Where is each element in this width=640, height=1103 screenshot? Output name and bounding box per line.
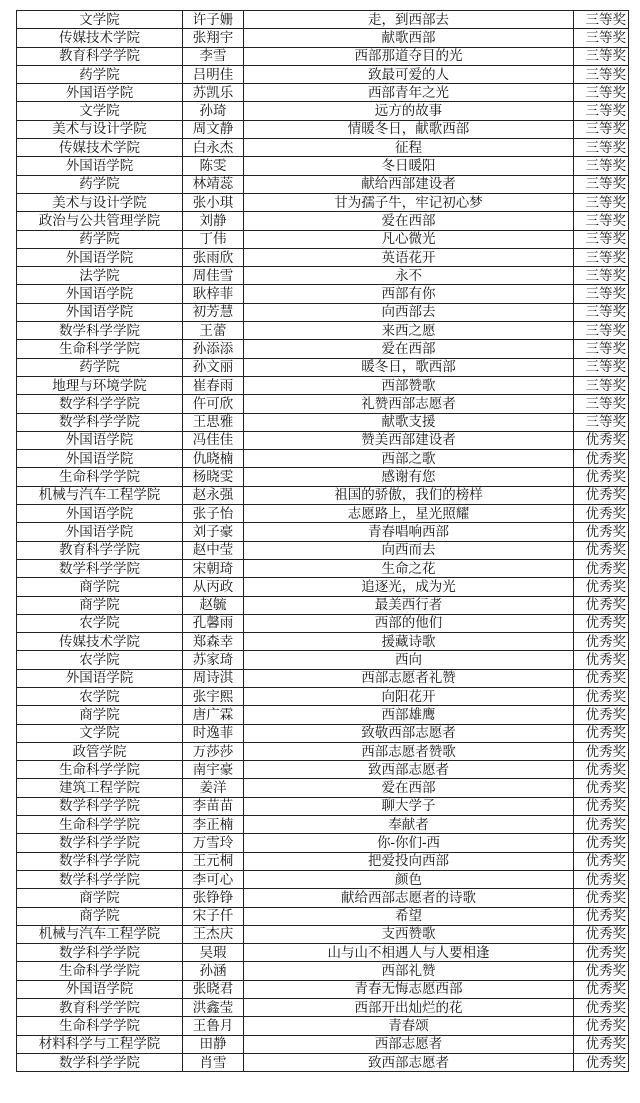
college-cell: 机械与汽车工程学院 — [17, 925, 183, 943]
college-cell: 文学院 — [17, 11, 183, 29]
table-row — [17, 468, 629, 486]
table-row — [17, 65, 629, 83]
award-cell: 优秀奖 — [574, 797, 629, 815]
award-cell: 优秀奖 — [574, 962, 629, 980]
title-cell: 冬日暖阳 — [244, 157, 574, 175]
table-row — [17, 376, 629, 394]
table-row — [17, 322, 629, 340]
college-cell: 外国语学院 — [17, 980, 183, 998]
name-cell: 姜洋 — [183, 779, 244, 797]
table-row — [17, 102, 629, 120]
table-row — [17, 248, 629, 266]
award-cell: 优秀奖 — [574, 980, 629, 998]
table-row — [17, 980, 629, 998]
name-cell: 孙琦 — [183, 102, 244, 120]
table-row — [17, 523, 629, 541]
name-cell: 初芳慧 — [183, 303, 244, 321]
name-cell: 时逸菲 — [183, 724, 244, 742]
name-cell: 苏凯乐 — [183, 84, 244, 102]
award-cell: 优秀奖 — [574, 486, 629, 504]
title-cell: 英语花开 — [244, 248, 574, 266]
table-row — [17, 687, 629, 705]
title-cell: 爱在西部 — [244, 340, 574, 358]
title-cell: 支西赞歌 — [244, 925, 574, 943]
table-row — [17, 962, 629, 980]
award-cell: 优秀奖 — [574, 761, 629, 779]
award-cell: 三等奖 — [574, 102, 629, 120]
table-row — [17, 870, 629, 888]
title-cell: 西部志愿者赞歌 — [244, 742, 574, 760]
name-cell: 张子怡 — [183, 505, 244, 523]
name-cell: 万雪玲 — [183, 834, 244, 852]
name-cell: 冯佳佳 — [183, 431, 244, 449]
award-cell: 优秀奖 — [574, 1053, 629, 1071]
table-row — [17, 999, 629, 1017]
name-cell: 李雪 — [183, 47, 244, 65]
title-cell: 青春颂 — [244, 1017, 574, 1035]
table-row — [17, 724, 629, 742]
title-cell: 青春无悔志愿西部 — [244, 980, 574, 998]
award-cell: 优秀奖 — [574, 505, 629, 523]
college-cell: 商学院 — [17, 596, 183, 614]
award-cell: 优秀奖 — [574, 669, 629, 687]
college-cell: 生命科学学院 — [17, 1017, 183, 1035]
award-cell: 优秀奖 — [574, 578, 629, 596]
title-cell: 青春唱响西部 — [244, 523, 574, 541]
college-cell: 材料科学与工程学院 — [17, 1035, 183, 1053]
award-cell: 优秀奖 — [574, 468, 629, 486]
name-cell: 赵毓 — [183, 596, 244, 614]
name-cell: 宋子仟 — [183, 907, 244, 925]
table-row — [17, 925, 629, 943]
college-cell: 外国语学院 — [17, 505, 183, 523]
college-cell: 外国语学院 — [17, 157, 183, 175]
title-cell: 西部之歌 — [244, 450, 574, 468]
title-cell: 奉献者 — [244, 816, 574, 834]
table-row — [17, 651, 629, 669]
award-cell: 优秀奖 — [574, 742, 629, 760]
name-cell: 孙添添 — [183, 340, 244, 358]
table-row — [17, 193, 629, 211]
table-row — [17, 303, 629, 321]
table-row — [17, 834, 629, 852]
name-cell: 王元桐 — [183, 852, 244, 870]
title-cell: 走，到西部去 — [244, 11, 574, 29]
title-cell: 西部赞歌 — [244, 376, 574, 394]
name-cell: 孙文丽 — [183, 358, 244, 376]
table-row — [17, 285, 629, 303]
name-cell: 唐广霖 — [183, 706, 244, 724]
table-row — [17, 157, 629, 175]
award-list-body — [17, 11, 629, 1072]
college-cell: 药学院 — [17, 230, 183, 248]
title-cell: 献给西部志愿者的诗歌 — [244, 889, 574, 907]
college-cell: 数学科学学院 — [17, 395, 183, 413]
table-row — [17, 84, 629, 102]
award-cell: 优秀奖 — [574, 1017, 629, 1035]
title-cell: 来西之愿 — [244, 322, 574, 340]
name-cell: 许子姗 — [183, 11, 244, 29]
award-cell: 优秀奖 — [574, 541, 629, 559]
college-cell: 教育科学学院 — [17, 541, 183, 559]
title-cell: 把爱投向西部 — [244, 852, 574, 870]
name-cell: 王思雅 — [183, 413, 244, 431]
title-cell: 向西部去 — [244, 303, 574, 321]
title-cell: 聊大学子 — [244, 797, 574, 815]
name-cell: 仵可欣 — [183, 395, 244, 413]
college-cell: 商学院 — [17, 889, 183, 907]
title-cell: 西部志愿者 — [244, 1035, 574, 1053]
name-cell: 陈雯 — [183, 157, 244, 175]
name-cell: 张铮铮 — [183, 889, 244, 907]
college-cell: 数学科学学院 — [17, 413, 183, 431]
title-cell: 献给西部建设者 — [244, 175, 574, 193]
name-cell: 南宇豪 — [183, 761, 244, 779]
title-cell: 永不 — [244, 267, 574, 285]
award-cell: 优秀奖 — [574, 651, 629, 669]
table-row — [17, 1035, 629, 1053]
college-cell: 教育科学学院 — [17, 999, 183, 1017]
award-cell: 优秀奖 — [574, 724, 629, 742]
table-row — [17, 413, 629, 431]
table-row — [17, 633, 629, 651]
college-cell: 商学院 — [17, 706, 183, 724]
table-row — [17, 11, 629, 29]
title-cell: 西部礼赞 — [244, 962, 574, 980]
table-row — [17, 340, 629, 358]
title-cell: 情暖冬日，献歌西部 — [244, 120, 574, 138]
table-row — [17, 761, 629, 779]
title-cell: 志愿路上，星光照耀 — [244, 505, 574, 523]
name-cell: 崔春雨 — [183, 376, 244, 394]
title-cell: 生命之花 — [244, 559, 574, 577]
table-row — [17, 852, 629, 870]
award-cell: 三等奖 — [574, 413, 629, 431]
college-cell: 农学院 — [17, 614, 183, 632]
table-row — [17, 267, 629, 285]
table-row — [17, 797, 629, 815]
table-row — [17, 450, 629, 468]
college-cell: 法学院 — [17, 267, 183, 285]
college-cell: 数学科学学院 — [17, 944, 183, 962]
award-cell: 三等奖 — [574, 267, 629, 285]
table-row — [17, 120, 629, 138]
college-cell: 教育科学学院 — [17, 47, 183, 65]
college-cell: 数学科学学院 — [17, 834, 183, 852]
title-cell: 赞美西部建设者 — [244, 431, 574, 449]
title-cell: 感谢有您 — [244, 468, 574, 486]
college-cell: 药学院 — [17, 175, 183, 193]
college-cell: 外国语学院 — [17, 84, 183, 102]
college-cell: 政管学院 — [17, 742, 183, 760]
name-cell: 张小琪 — [183, 193, 244, 211]
college-cell: 传媒技术学院 — [17, 633, 183, 651]
name-cell: 王杰庆 — [183, 925, 244, 943]
title-cell: 礼赞西部志愿者 — [244, 395, 574, 413]
name-cell: 肖雪 — [183, 1053, 244, 1071]
college-cell: 农学院 — [17, 651, 183, 669]
award-list-table — [16, 10, 629, 1072]
award-cell: 三等奖 — [574, 358, 629, 376]
table-row — [17, 944, 629, 962]
table-row — [17, 596, 629, 614]
title-cell: 山与山不相遇人与人要相逢 — [244, 944, 574, 962]
college-cell: 外国语学院 — [17, 431, 183, 449]
college-cell: 数学科学学院 — [17, 852, 183, 870]
award-cell: 三等奖 — [574, 120, 629, 138]
name-cell: 吕明佳 — [183, 65, 244, 83]
award-cell: 优秀奖 — [574, 870, 629, 888]
title-cell: 致西部志愿者 — [244, 761, 574, 779]
title-cell: 颜色 — [244, 870, 574, 888]
name-cell: 丁伟 — [183, 230, 244, 248]
name-cell: 从丙政 — [183, 578, 244, 596]
table-row — [17, 1053, 629, 1071]
award-cell: 优秀奖 — [574, 889, 629, 907]
award-cell: 三等奖 — [574, 11, 629, 29]
name-cell: 孔馨雨 — [183, 614, 244, 632]
college-cell: 药学院 — [17, 358, 183, 376]
name-cell: 张翔宇 — [183, 29, 244, 47]
name-cell: 田静 — [183, 1035, 244, 1053]
name-cell: 赵永强 — [183, 486, 244, 504]
table-row — [17, 559, 629, 577]
table-row — [17, 395, 629, 413]
table-row — [17, 816, 629, 834]
name-cell: 张宇熙 — [183, 687, 244, 705]
title-cell: 追逐光，成为光 — [244, 578, 574, 596]
name-cell: 仇晓楠 — [183, 450, 244, 468]
name-cell: 刘子豪 — [183, 523, 244, 541]
name-cell: 杨晓雯 — [183, 468, 244, 486]
name-cell: 万莎莎 — [183, 742, 244, 760]
name-cell: 林靖蕊 — [183, 175, 244, 193]
award-cell: 三等奖 — [574, 47, 629, 65]
table-row — [17, 175, 629, 193]
title-cell: 援藏诗歌 — [244, 633, 574, 651]
name-cell: 周文静 — [183, 120, 244, 138]
college-cell: 生命科学学院 — [17, 340, 183, 358]
award-cell: 优秀奖 — [574, 852, 629, 870]
table-row — [17, 541, 629, 559]
award-cell: 三等奖 — [574, 139, 629, 157]
award-cell: 三等奖 — [574, 193, 629, 211]
table-row — [17, 706, 629, 724]
name-cell: 李可心 — [183, 870, 244, 888]
name-cell: 刘静 — [183, 212, 244, 230]
award-cell: 三等奖 — [574, 376, 629, 394]
award-cell: 三等奖 — [574, 340, 629, 358]
title-cell: 希望 — [244, 907, 574, 925]
award-cell: 优秀奖 — [574, 596, 629, 614]
table-row — [17, 907, 629, 925]
award-cell: 三等奖 — [574, 29, 629, 47]
name-cell: 孙涵 — [183, 962, 244, 980]
table-row — [17, 212, 629, 230]
award-cell: 三等奖 — [574, 230, 629, 248]
award-cell: 优秀奖 — [574, 999, 629, 1017]
award-cell: 优秀奖 — [574, 633, 629, 651]
table-row — [17, 29, 629, 47]
title-cell: 献歌支援 — [244, 413, 574, 431]
name-cell: 苏家琦 — [183, 651, 244, 669]
college-cell: 生命科学学院 — [17, 761, 183, 779]
college-cell: 农学院 — [17, 687, 183, 705]
award-cell: 三等奖 — [574, 157, 629, 175]
name-cell: 周诗淇 — [183, 669, 244, 687]
award-cell: 优秀奖 — [574, 523, 629, 541]
table-row — [17, 614, 629, 632]
college-cell: 文学院 — [17, 724, 183, 742]
title-cell: 爱在西部 — [244, 212, 574, 230]
title-cell: 远方的故事 — [244, 102, 574, 120]
college-cell: 地理与环境学院 — [17, 376, 183, 394]
table-row — [17, 505, 629, 523]
name-cell: 宋朝琦 — [183, 559, 244, 577]
table-row — [17, 358, 629, 376]
award-cell: 优秀奖 — [574, 614, 629, 632]
table-row — [17, 486, 629, 504]
table-row — [17, 742, 629, 760]
college-cell: 数学科学学院 — [17, 870, 183, 888]
table-row — [17, 431, 629, 449]
award-cell: 优秀奖 — [574, 834, 629, 852]
name-cell: 王蕾 — [183, 322, 244, 340]
table-row — [17, 669, 629, 687]
title-cell: 西部的他们 — [244, 614, 574, 632]
name-cell: 张晓君 — [183, 980, 244, 998]
college-cell: 药学院 — [17, 65, 183, 83]
table-row — [17, 1017, 629, 1035]
award-cell: 三等奖 — [574, 285, 629, 303]
award-cell: 优秀奖 — [574, 450, 629, 468]
name-cell: 郑森幸 — [183, 633, 244, 651]
college-cell: 外国语学院 — [17, 669, 183, 687]
title-cell: 致西部志愿者 — [244, 1053, 574, 1071]
title-cell: 向阳花开 — [244, 687, 574, 705]
college-cell: 数学科学学院 — [17, 322, 183, 340]
award-cell: 优秀奖 — [574, 816, 629, 834]
college-cell: 传媒技术学院 — [17, 29, 183, 47]
award-cell: 优秀奖 — [574, 779, 629, 797]
college-cell: 生命科学学院 — [17, 816, 183, 834]
award-cell: 三等奖 — [574, 395, 629, 413]
award-cell: 三等奖 — [574, 84, 629, 102]
table-row — [17, 578, 629, 596]
table-row — [17, 139, 629, 157]
college-cell: 外国语学院 — [17, 285, 183, 303]
name-cell: 耿梓菲 — [183, 285, 244, 303]
name-cell: 李正楠 — [183, 816, 244, 834]
college-cell: 外国语学院 — [17, 523, 183, 541]
college-cell: 美术与设计学院 — [17, 120, 183, 138]
award-cell: 优秀奖 — [574, 431, 629, 449]
title-cell: 西部青年之光 — [244, 84, 574, 102]
name-cell: 洪鑫莹 — [183, 999, 244, 1017]
table-row — [17, 779, 629, 797]
college-cell: 外国语学院 — [17, 248, 183, 266]
college-cell: 机械与汽车工程学院 — [17, 486, 183, 504]
award-cell: 优秀奖 — [574, 559, 629, 577]
title-cell: 西向 — [244, 651, 574, 669]
college-cell: 外国语学院 — [17, 450, 183, 468]
table-row — [17, 889, 629, 907]
college-cell: 生命科学学院 — [17, 468, 183, 486]
title-cell: 征程 — [244, 139, 574, 157]
title-cell: 凡心微光 — [244, 230, 574, 248]
title-cell: 西部开出灿烂的花 — [244, 999, 574, 1017]
title-cell: 西部雄鹰 — [244, 706, 574, 724]
award-cell: 优秀奖 — [574, 907, 629, 925]
title-cell: 献歌西部 — [244, 29, 574, 47]
award-cell: 三等奖 — [574, 175, 629, 193]
title-cell: 爱在西部 — [244, 779, 574, 797]
title-cell: 最美西行者 — [244, 596, 574, 614]
college-cell: 外国语学院 — [17, 303, 183, 321]
award-cell: 三等奖 — [574, 303, 629, 321]
name-cell: 白永杰 — [183, 139, 244, 157]
title-cell: 西部志愿者礼赞 — [244, 669, 574, 687]
title-cell: 西部有你 — [244, 285, 574, 303]
award-cell: 优秀奖 — [574, 1035, 629, 1053]
college-cell: 政治与公共管理学院 — [17, 212, 183, 230]
award-cell: 三等奖 — [574, 65, 629, 83]
award-cell: 优秀奖 — [574, 687, 629, 705]
college-cell: 生命科学学院 — [17, 962, 183, 980]
award-cell: 三等奖 — [574, 248, 629, 266]
college-cell: 文学院 — [17, 102, 183, 120]
title-cell: 向西而去 — [244, 541, 574, 559]
award-cell: 三等奖 — [574, 212, 629, 230]
college-cell: 美术与设计学院 — [17, 193, 183, 211]
name-cell: 周佳雪 — [183, 267, 244, 285]
title-cell: 西部那道夺目的光 — [244, 47, 574, 65]
name-cell: 张雨欣 — [183, 248, 244, 266]
name-cell: 吴瑕 — [183, 944, 244, 962]
college-cell: 数学科学学院 — [17, 559, 183, 577]
table-row — [17, 230, 629, 248]
title-cell: 暖冬日，歌西部 — [244, 358, 574, 376]
award-cell: 优秀奖 — [574, 944, 629, 962]
name-cell: 李苗苗 — [183, 797, 244, 815]
college-cell: 数学科学学院 — [17, 797, 183, 815]
title-cell: 致敬西部志愿者 — [244, 724, 574, 742]
college-cell: 数学科学学院 — [17, 1053, 183, 1071]
table-row — [17, 47, 629, 65]
award-cell: 优秀奖 — [574, 706, 629, 724]
title-cell: 祖国的骄傲，我们的榜样 — [244, 486, 574, 504]
name-cell: 赵中莹 — [183, 541, 244, 559]
college-cell: 建筑工程学院 — [17, 779, 183, 797]
college-cell: 商学院 — [17, 907, 183, 925]
title-cell: 甘为孺子牛，牢记初心梦 — [244, 193, 574, 211]
award-cell: 优秀奖 — [574, 925, 629, 943]
name-cell: 王鲁月 — [183, 1017, 244, 1035]
college-cell: 商学院 — [17, 578, 183, 596]
title-cell: 你-你们-西 — [244, 834, 574, 852]
college-cell: 传媒技术学院 — [17, 139, 183, 157]
award-cell: 三等奖 — [574, 322, 629, 340]
title-cell: 致最可爱的人 — [244, 65, 574, 83]
